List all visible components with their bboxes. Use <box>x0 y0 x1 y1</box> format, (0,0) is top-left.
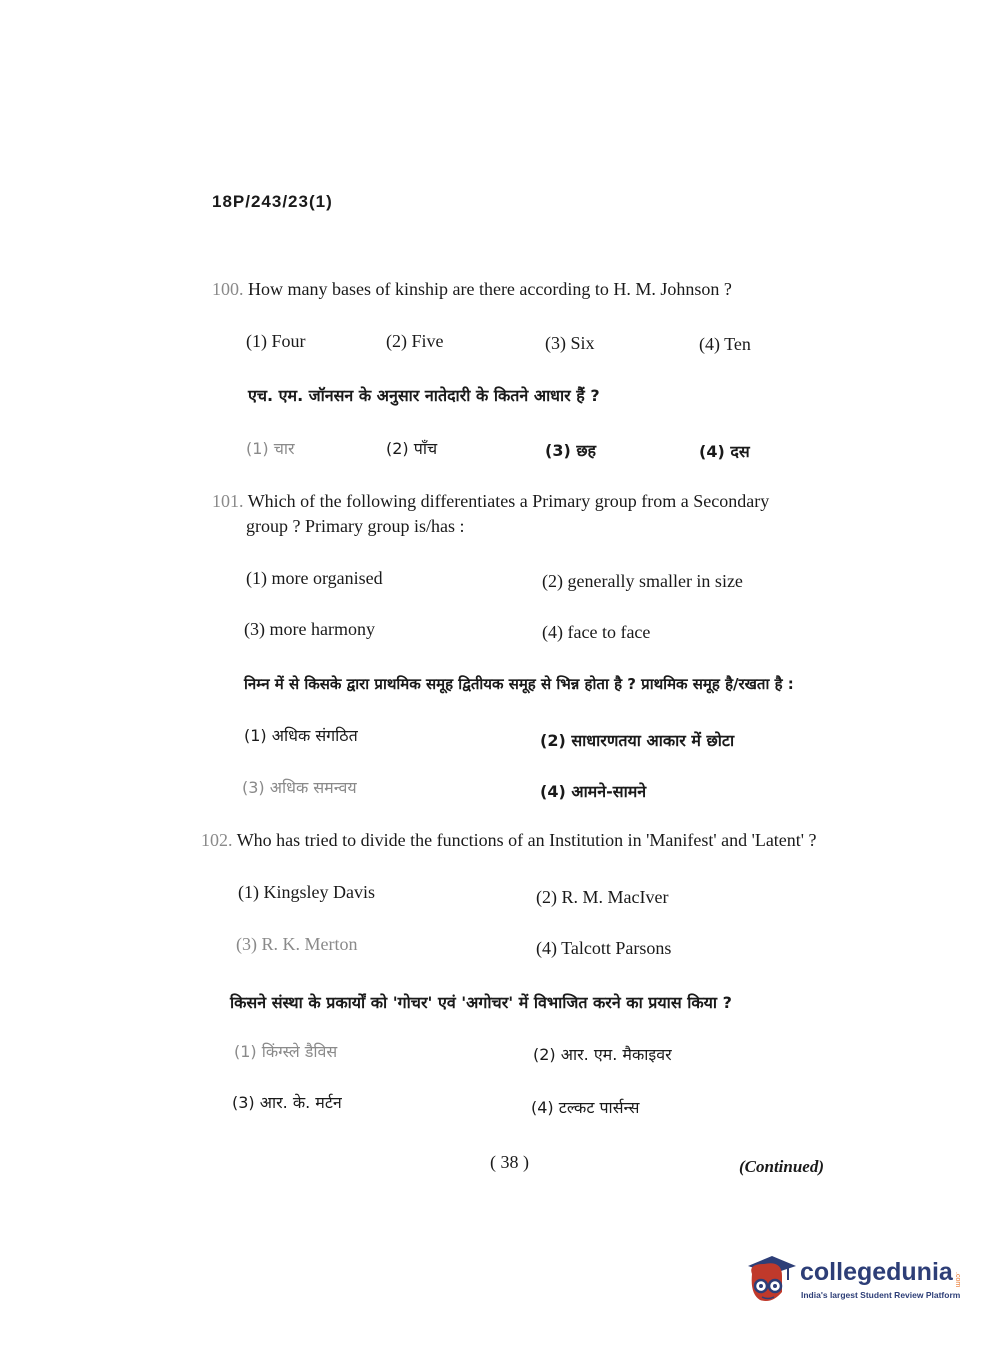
question-100 <box>212 279 732 300</box>
question-text-en-line1: Which of the following differentiates a Primary group from a Secondary <box>247 491 770 511</box>
option-2-en: (2) Five <box>386 331 444 351</box>
collegedunia-watermark <box>742 1250 964 1312</box>
question-text-en: Who has tried to divide the functions of an Institution in 'Manifest' and 'Latent' ? <box>236 830 817 850</box>
option-1-hi: (1) किंग्स्ले डैविस <box>234 1042 338 1061</box>
option-2-hi: (2) आर. एम. मैकाइवर <box>533 1045 672 1064</box>
option-1-en: (1) Kingsley Davis <box>238 882 375 902</box>
option-4-en: (4) Ten <box>699 334 751 354</box>
option-1-en: (1) Four <box>246 331 306 351</box>
question-101 <box>212 491 769 512</box>
option-1-hi: (1) चार <box>246 439 295 458</box>
question-text-hi: किसने संस्था के प्रकार्यों को 'गोचर' एवं 'अगोचर' में विभाजित करने का प्रयास किया ? <box>230 993 732 1012</box>
brand-domain-suffix: .com <box>954 1272 961 1288</box>
option-4-hi: (4) दस <box>699 442 750 461</box>
option-3-hi: (3) अधिक समन्वय <box>242 778 357 797</box>
option-1-hi: (1) अधिक संगठित <box>244 726 358 745</box>
option-2-hi: (2) पाँच <box>386 439 438 458</box>
option-1-en: (1) more organised <box>246 568 383 588</box>
option-4-en: (4) Talcott Parsons <box>536 938 672 958</box>
option-3-en: (3) Six <box>545 333 595 353</box>
option-2-en: (2) generally smaller in size <box>542 571 743 591</box>
question-text-hi: निम्न में से किसके द्वारा प्राथमिक समूह द्वितीयक समूह से भिन्न होता है ? प्राथमिक समूह है/रखता है : <box>244 675 794 693</box>
option-2-en: (2) R. M. MacIver <box>536 887 669 907</box>
question-text-hi: एच. एम. जॉनसन के अनुसार नातेदारी के कितने आधार हैं ? <box>248 386 600 405</box>
option-3-hi: (3) आर. के. मर्टन <box>232 1093 342 1112</box>
brand-tagline: India's largest Student Review Platform <box>801 1290 961 1300</box>
option-4-en: (4) face to face <box>542 622 651 642</box>
question-number: 102. <box>201 830 233 850</box>
option-2-hi: (2) साधारणतया आकार में छोटा <box>540 731 735 750</box>
question-text-en: How many bases of kinship are there according to H. M. Johnson ? <box>248 279 732 299</box>
option-3-en: (3) R. K. Merton <box>236 934 358 954</box>
option-4-hi: (4) टल्कट पार्सन्स <box>531 1098 640 1117</box>
question-number: 101. <box>212 491 244 511</box>
question-102 <box>201 830 817 851</box>
paper-code: 18P/243/23(1) <box>212 192 333 211</box>
page-number: ( 38 ) <box>490 1152 529 1172</box>
continued-label: (Continued) <box>739 1157 825 1176</box>
brand-name: collegedunia <box>800 1258 953 1286</box>
mascot-logo-icon <box>742 1252 798 1308</box>
option-3-hi: (3) छह <box>545 441 597 460</box>
option-3-en: (3) more harmony <box>244 619 375 639</box>
option-4-hi: (4) आमने-सामने <box>540 782 647 801</box>
question-text-en-line2: group ? Primary group is/has : <box>246 516 465 536</box>
question-number: 100. <box>212 279 244 299</box>
